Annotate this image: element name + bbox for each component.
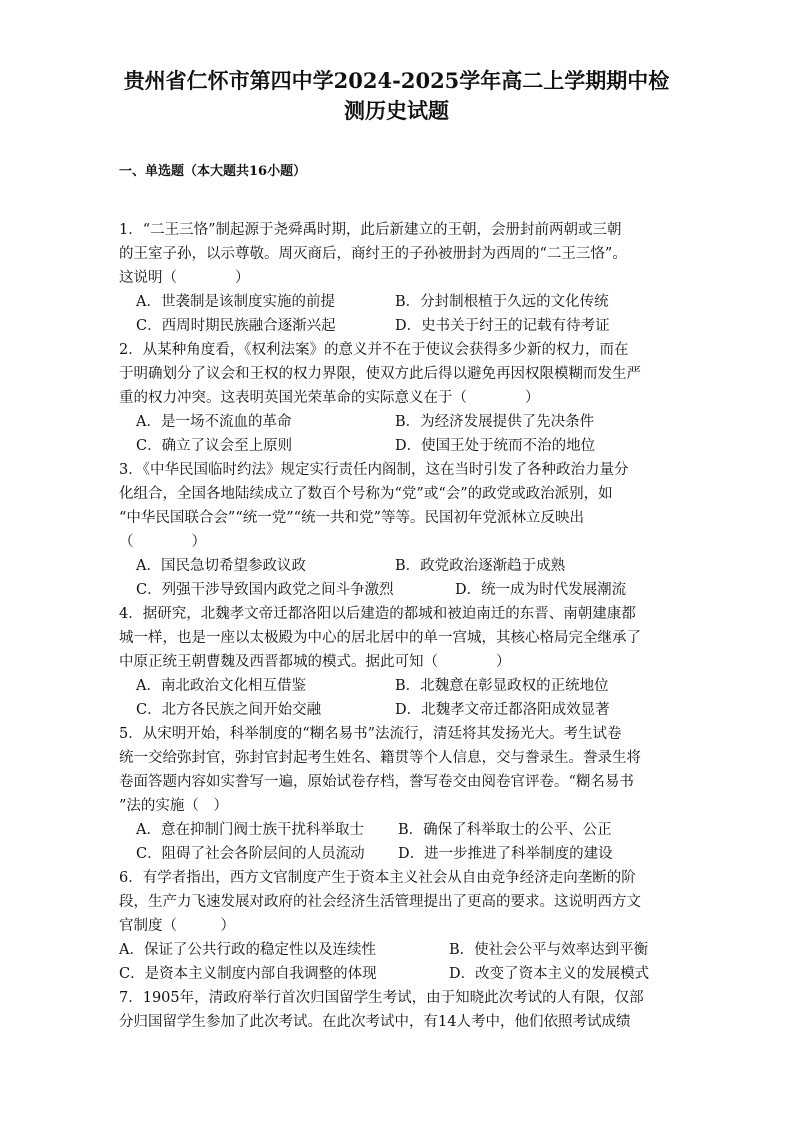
question-2-line-3: 重的权力冲突。这表明英国光荣革命的实际意义在于（ ） [119,390,540,406]
question-2-option-d: D．使国王处于统而不治的地位 [395,438,596,454]
title-line-1: 贵州省仁怀市第四中学2024-2025学年高二上学期期中检 [123,68,670,93]
question-3-option-a: A．国民急切希望参政议政 [136,558,306,574]
question-1-option-d: D．史书关于纣王的记载有待考证 [395,318,610,334]
question-4-line-3: 中原正统王朝曹魏及西晋都城的模式。据此可知（ ） [119,654,511,670]
question-1-line-2: 的王室子孙，以示尊敬。周灭商后，商纣王的子孙被册封为西周的“二王三恪”。 [119,246,627,262]
question-4-option-b: B．北魏意在彰显政权的正统地位 [395,678,609,694]
question-6-line-3: 官制度（ ） [119,918,235,934]
question-6-option-c: C．是资本主义制度内部自我调整的体现 [119,966,377,982]
question-3-line-1: 3．《中华民国临时约法》规定实行责任内阁制，这在当时引发了各种政治力量分 [119,462,629,478]
question-6-line-1: 6．有学者指出，西方文官制度产生于资本主义社会从自由竞争经济走向垄断的阶 [119,870,636,886]
question-3-line-3: “中华民国联合会”“统一党”“统一共和党”等等。民国初年党派林立反映出 [119,510,584,526]
question-5-line-4: ”法的实施（ ） [119,798,228,814]
question-6-option-b: B．使社会公平与效率达到平衡 [449,942,649,958]
question-4-option-d: D．北魏孝文帝迁都洛阳成效显著 [395,702,610,718]
question-1-option-c: C．西周时期民族融合逐渐兴起 [136,318,336,334]
question-4-line-2: 城一样，也是一座以太极殿为中心的居北居中的单一宫城，其核心格局完全继承了 [119,630,641,646]
question-5-line-2: 统一交给弥封官，弥封官封起考生姓名、籍贯等个人信息，交与誊录生。誊录生将 [119,750,641,766]
question-5-option-d: D．进一步推进了科举制度的建设 [398,846,613,862]
question-7-line-1: 7．1905年，清政府举行首次归国留学生考试，由于知晓此次考试的人有限，仅部 [119,990,644,1006]
question-4-option-a: A．南北政治文化相互借鉴 [136,678,306,694]
question-3-option-d: D．统一成为时代发展潮流 [455,582,627,598]
question-2-line-1: 2．从某种角度看，《权利法案》的意义并不在于使议会获得多少新的权力，而在 [119,342,629,358]
question-2-option-a: A．是一场不流血的革命 [136,414,292,430]
question-5-line-3: 卷面答题内容如实誊写一遍，原始试卷存档，誊写卷交由阅卷官评卷。“糊名易书 [119,774,634,790]
question-1-option-a: A．世袭制是该制度实施的前提 [136,294,335,310]
question-6-line-2: 段，生产力飞速发展对政府的社会经济生活管理提出了更高的要求。这说明西方文 [119,894,641,910]
question-2-line-2: 于明确划分了议会和王权的权力界限，使双方此后得以避免再因权限模糊而发生严 [119,366,641,382]
question-5-option-a: A．意在抑制门阀士族干扰科举取士 [136,822,364,838]
question-1-line-1: 1．“二王三恪”制起源于尧舜禹时期，此后新建立的王朝，会册封前两朝或三朝 [119,222,622,238]
question-5-line-1: 5．从宋明开始，科举制度的“糊名易书”法流行，清廷将其发扬光大。考生试卷 [119,726,622,742]
question-1-option-b: B．分封制根植于久远的文化传统 [395,294,609,310]
question-4-line-1: 4．据研究，北魏孝文帝迁都洛阳以后建造的都城和被迫南迁的东晋、南朝建康都 [119,606,636,622]
question-3-option-c: C．列强干涉导致国内政党之间斗争激烈 [136,582,394,598]
question-5-option-b: B．确保了科举取士的公平、公正 [398,822,612,838]
section-heading: 一、单选题（本大题共16小题） [119,164,307,179]
question-5-option-c: C．阻碍了社会各阶层间的人员流动 [136,846,365,862]
question-2-option-c: C．确立了议会至上原则 [136,438,293,454]
question-2-option-b: B．为经济发展提供了先决条件 [395,414,595,430]
question-6-option-a: A．保证了公共行政的稳定性以及连续性 [119,942,376,958]
question-3-option-b: B．政党政治逐渐趋于成熟 [395,558,566,574]
question-1-line-3: 这说明（ ） [119,270,250,286]
question-7-line-2: 分归国留学生参加了此次考试。在此次考试中，有14人考中，他们依照考试成绩 [119,1014,631,1030]
question-3-line-4: （ ） [119,534,206,550]
question-3-line-2: 化组合，全国各地陆续成立了数百个号称为“党”或“会”的政党或政治派别，如 [119,486,613,502]
title-line-2: 测历史试题 [344,98,449,123]
page-title [100,66,693,126]
question-4-option-c: C．北方各民族之间开始交融 [136,702,322,718]
question-6-option-d: D．改变了资本主义的发展模式 [449,966,650,982]
